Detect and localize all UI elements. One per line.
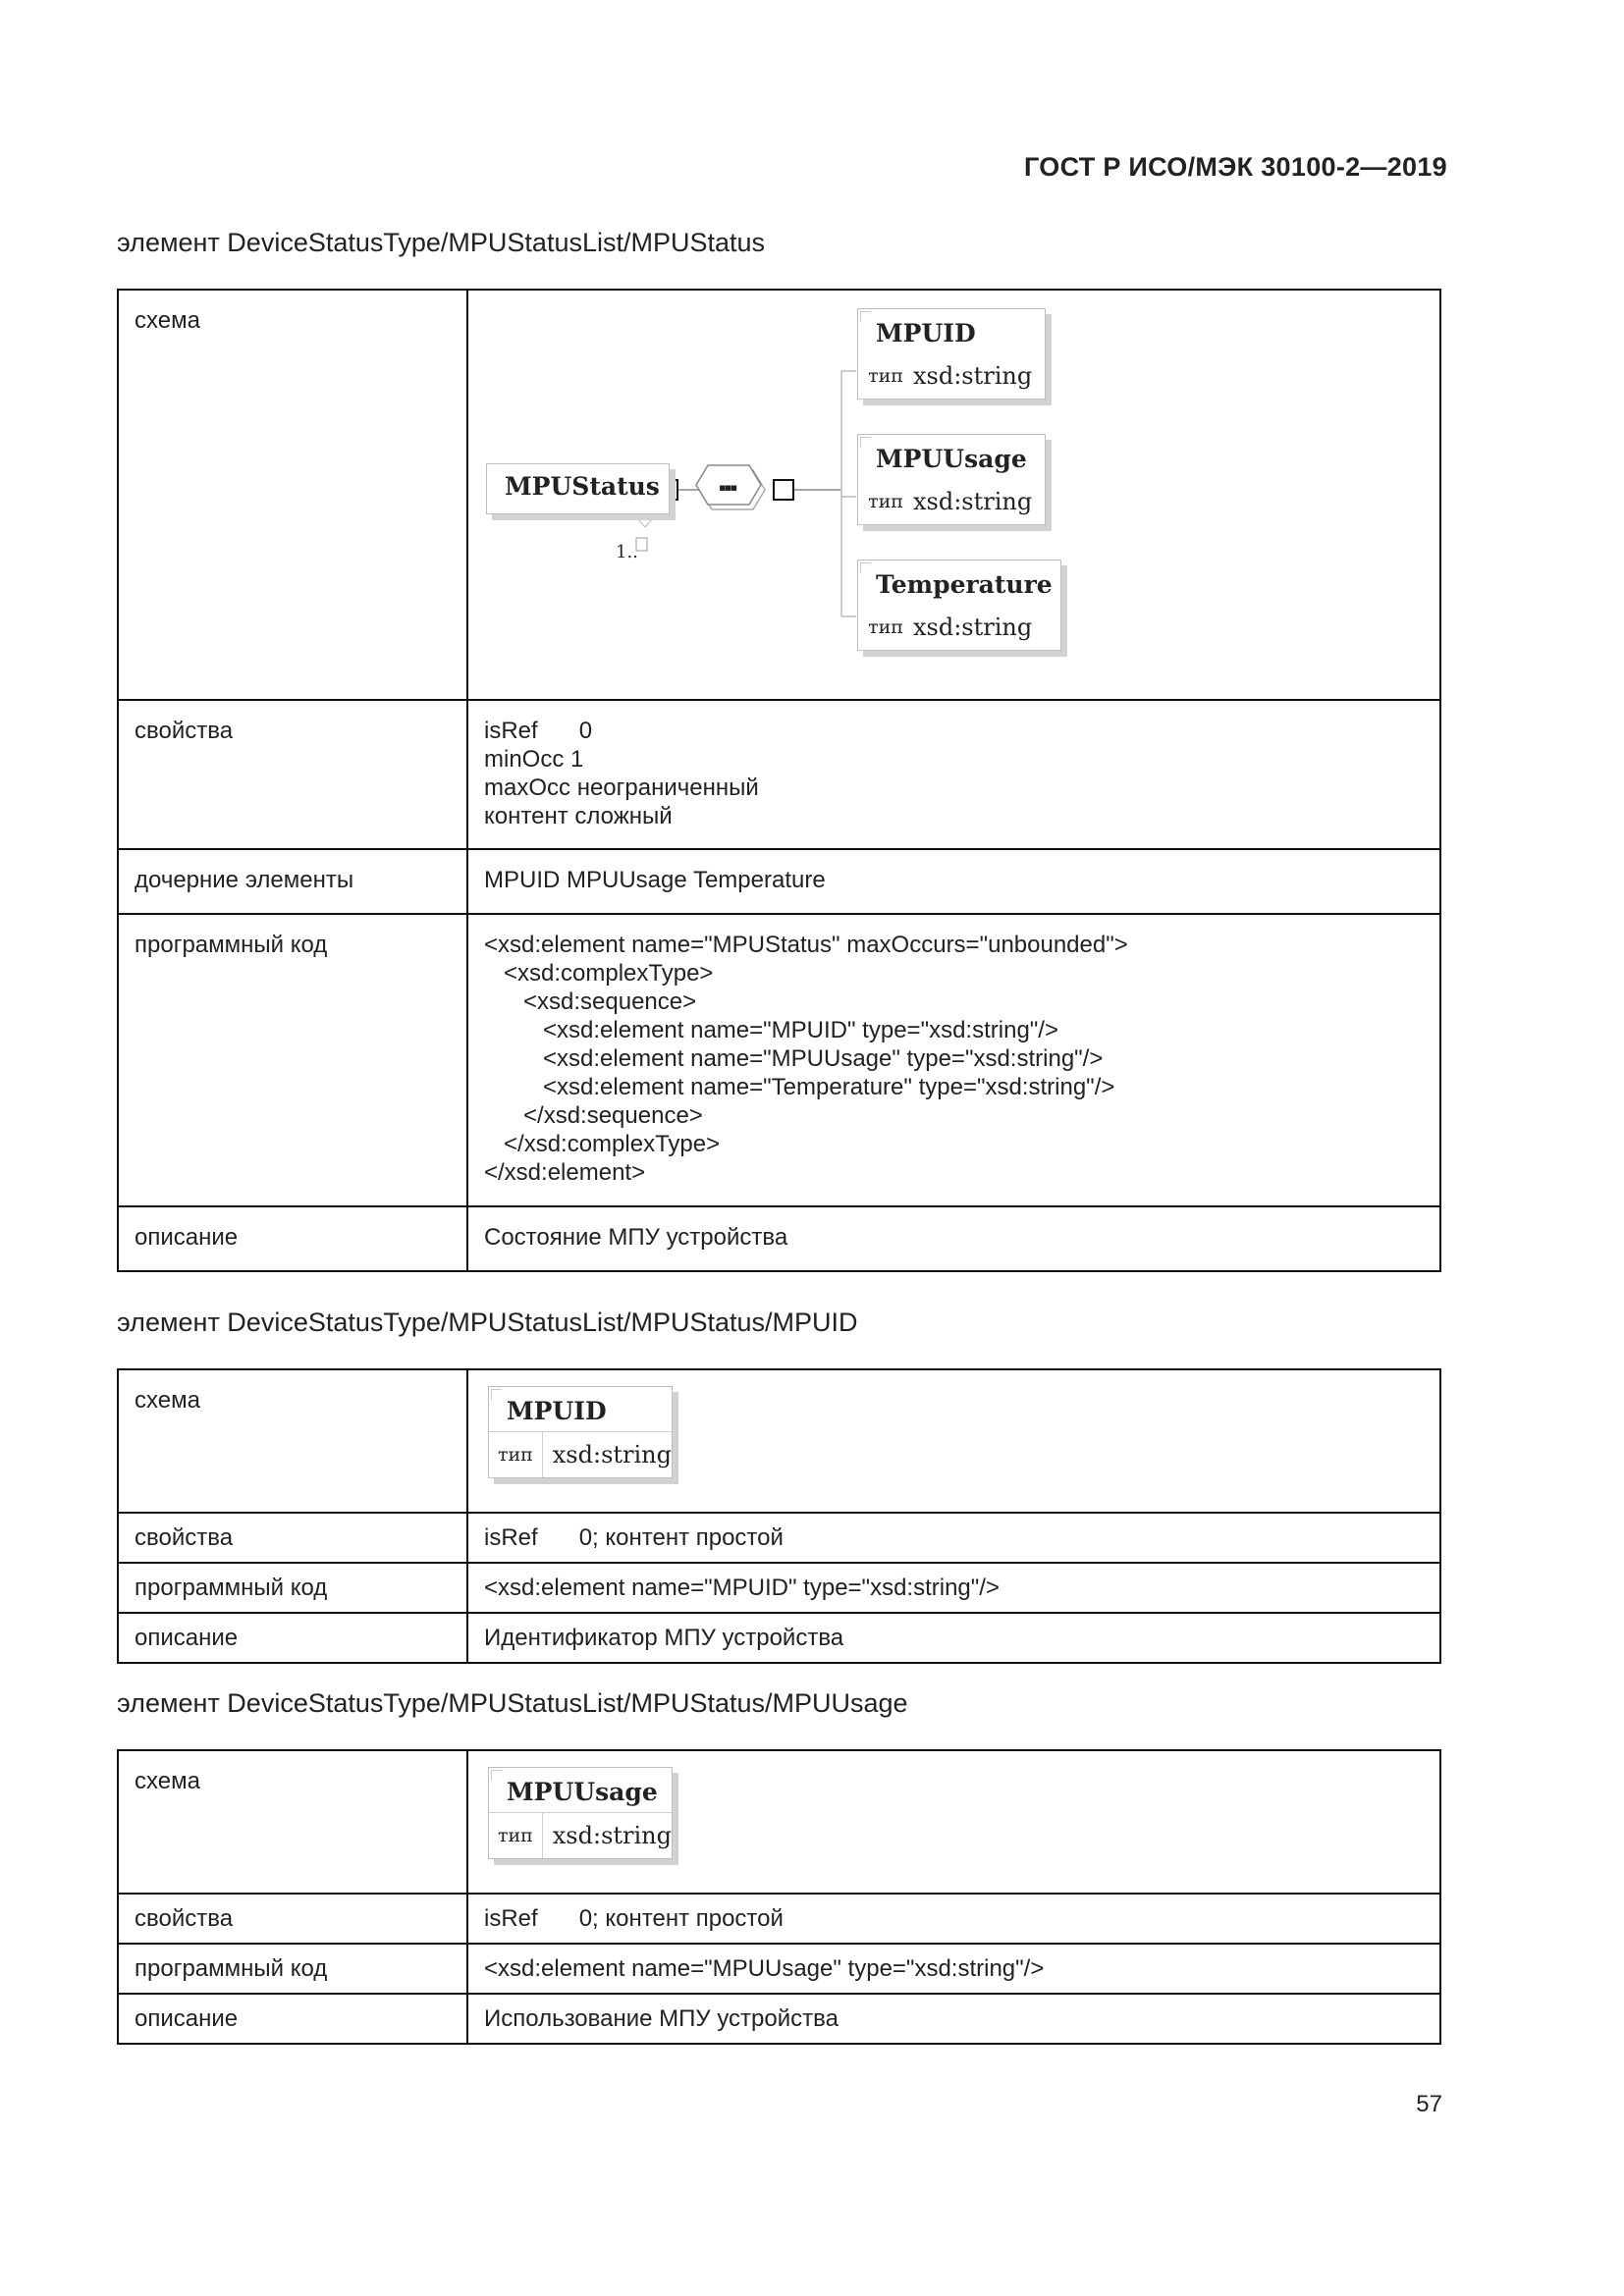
diagram-root-element: MPUStatus	[486, 463, 670, 514]
schema-diagram-cell	[467, 1750, 1440, 1894]
code-line: <xsd:sequence>	[484, 988, 697, 1015]
row-label-properties: свойства	[118, 1894, 467, 1944]
schema-diagram	[468, 291, 1439, 699]
code-line: <xsd:element name="MPUUsage" type="xsd:string"/>	[484, 1045, 1104, 1072]
diagram-child-mpuusage: MPUUsage тип xsd:string	[857, 434, 1046, 525]
code-cell: <xsd:element name="MPUID" type="xsd:string"/>	[467, 1563, 1440, 1613]
row-label-description: описание	[118, 1206, 467, 1271]
row-label-children: дочерние элементы	[118, 849, 467, 914]
description-cell: Состояние МПУ устройства	[467, 1206, 1440, 1271]
sequence-compositor-icon: ▪▪▪	[719, 475, 736, 500]
diagram-element-mpuid: MPUID тип xsd:string	[488, 1386, 673, 1478]
document-header: ГОСТ Р ИСО/МЭК 30100-2—2019	[1024, 152, 1447, 182]
row-label-code: программный код	[118, 914, 467, 1206]
code-line: </xsd:element>	[484, 1159, 646, 1186]
schema-diagram-cell	[467, 1369, 1440, 1513]
property-maxocc: maxOcc неограниченный	[484, 774, 759, 801]
row-label-schema: схема	[118, 290, 467, 700]
row-label-code: программный код	[118, 1563, 467, 1613]
code-line: <xsd:element name="MPUStatus" maxOccurs="unbounded">	[484, 932, 1128, 958]
row-label-properties: свойства	[118, 1513, 467, 1563]
element-table-mpuusage	[117, 1749, 1441, 2045]
code-line: <xsd:element name="MPUID" type="xsd:string"/>	[484, 1017, 1058, 1043]
row-label-description: описание	[118, 1613, 467, 1663]
diagram-child-temperature: Temperature тип xsd:string	[857, 560, 1061, 651]
code-line: <xsd:complexType>	[484, 960, 714, 987]
property-minocc: minOcc 1	[484, 746, 584, 773]
multiplicity-label: 1..	[616, 542, 638, 562]
properties-cell	[467, 700, 1440, 849]
diagram-element-mpuusage: MPUUsage тип xsd:string	[488, 1767, 673, 1859]
description-cell: Использование МПУ устройства	[467, 1994, 1440, 2044]
schema-diagram-cell	[467, 290, 1440, 700]
row-label-properties: свойства	[118, 700, 467, 849]
row-label-schema: схема	[118, 1369, 467, 1513]
element-table-mpustatus	[117, 289, 1441, 1272]
section-title: элемент DeviceStatusType/MPUStatusList/MPUStatus/MPUUsage	[117, 1688, 908, 1718]
property-content: контент сложный	[484, 803, 673, 829]
section-title: элемент DeviceStatusType/MPUStatusList/MPUStatus	[117, 228, 766, 257]
code-cell: <xsd:element name="MPUUsage" type="xsd:string"/>	[467, 1944, 1440, 1994]
code-cell	[467, 914, 1440, 1206]
row-label-code: программный код	[118, 1944, 467, 1994]
property-isref: isRef 0	[484, 718, 593, 744]
row-label-schema: схема	[118, 1750, 467, 1894]
page-number: 57	[1416, 2091, 1442, 2117]
children-cell: MPUID MPUUsage Temperature	[467, 849, 1440, 914]
row-label-description: описание	[118, 1994, 467, 2044]
description-cell: Идентификатор МПУ устройства	[467, 1613, 1440, 1663]
code-line: <xsd:element name="Temperature" type="xsd:string"/>	[484, 1074, 1115, 1100]
diagram-child-mpuid: MPUID тип xsd:string	[857, 308, 1046, 400]
section-title: элемент DeviceStatusType/MPUStatusList/MPUStatus/MPUID	[117, 1308, 858, 1337]
code-line: </xsd:complexType>	[484, 1131, 721, 1157]
properties-cell: isRef 0; контент простой	[467, 1513, 1440, 1563]
element-table-mpuid	[117, 1368, 1441, 1664]
code-line: </xsd:sequence>	[484, 1102, 703, 1129]
properties-cell: isRef 0; контент простой	[467, 1894, 1440, 1944]
